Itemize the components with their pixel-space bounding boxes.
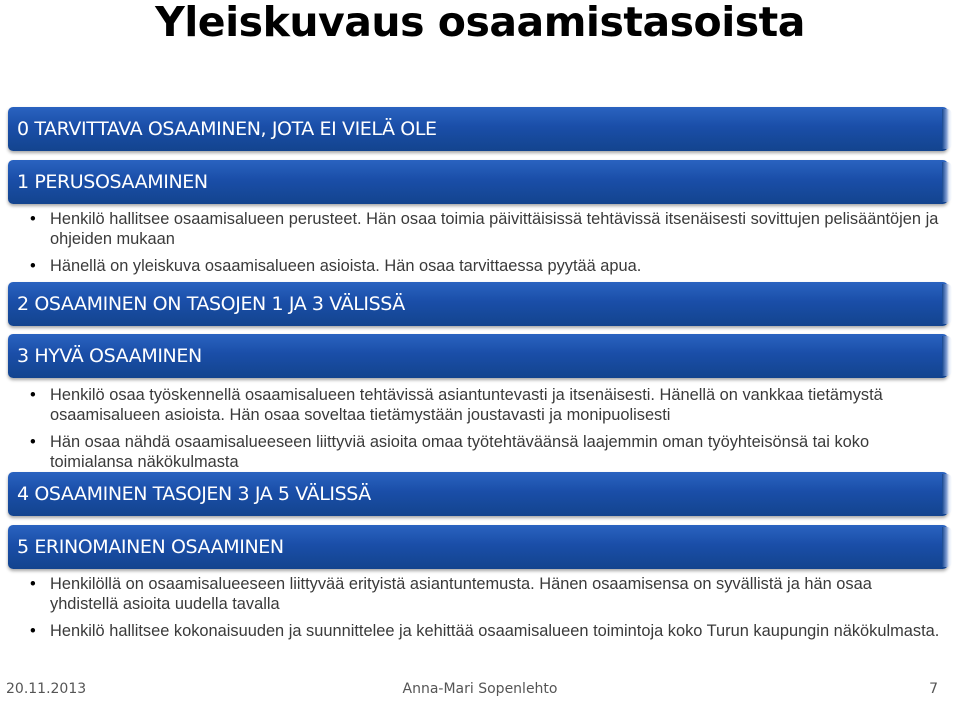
level-0-heading: 0 TARVITTAVA OSAAMINEN, JOTA EI VIELÄ OLE <box>17 118 437 140</box>
level-1-bar <box>8 160 948 204</box>
level-5-heading: 5 ERINOMAINEN OSAAMINEN <box>17 536 284 558</box>
level-3-bullet: • Hän osaa nähdä osaamisalueeseen liittyviä asioita omaa työtehtäväänsä laajemmin oman työyhteisönsä tai koko toimialansa näkökulmasta <box>30 432 940 472</box>
level-1-bullet-list <box>30 209 940 283</box>
level-5-bullet: • Henkilöllä on osaamisalueeseen liittyvää erityistä asiantuntemusta. Hänen osaamisensa on syvällistä ja hän osaa yhdistellä asioita uudella tavalla <box>30 574 940 614</box>
level-2-heading: 2 OSAAMINEN ON TASOJEN 1 JA 3 VÄLISSÄ <box>17 293 405 315</box>
footer-date: 20.11.2013 <box>6 681 87 697</box>
level-2-bar <box>8 282 948 326</box>
level-3-heading: 3 HYVÄ OSAAMINEN <box>17 345 202 367</box>
level-1-bullet: • Hänellä on yleiskuva osaamisalueen asioista. Hän osaa tarvittaessa pyytää apua. <box>30 256 940 276</box>
level-1-bullet: • Henkilö hallitsee osaamisalueen perusteet. Hän osaa toimia päivittäisissä tehtävissä itsenäisesti sovittujen pelisääntöjen ja ohjeiden mukaan <box>30 209 940 249</box>
footer-page-number: 7 <box>929 681 938 697</box>
level-5-bar <box>8 525 948 569</box>
level-1-heading: 1 PERUSOSAAMINEN <box>17 171 208 193</box>
level-4-heading: 4 OSAAMINEN TASOJEN 3 JA 5 VÄLISSÄ <box>17 483 371 505</box>
slide-title: Yleiskuvaus osaamistasoista <box>155 0 805 46</box>
level-4-bar <box>8 472 948 516</box>
level-3-bullet: • Henkilö osaa työskennellä osaamisalueen tehtävissä asiantuntevasti ja itsenäisesti. Hänellä on vankkaa tietämystä osaamisalueen asioista. Hän osaa soveltaa tietämystään joustavasti ja monipuolisesti <box>30 385 940 425</box>
footer-author: Anna-Mari Sopenlehto <box>402 681 558 697</box>
level-3-bar <box>8 334 948 378</box>
level-3-bullet-list <box>30 385 940 479</box>
level-0-bar <box>8 107 948 151</box>
level-5-bullet-list <box>30 574 940 648</box>
level-5-bullet: • Henkilö hallitsee kokonaisuuden ja suunnittelee ja kehittää osaamisalueen toimintoja koko Turun kaupungin näkökulmasta. <box>30 621 940 641</box>
